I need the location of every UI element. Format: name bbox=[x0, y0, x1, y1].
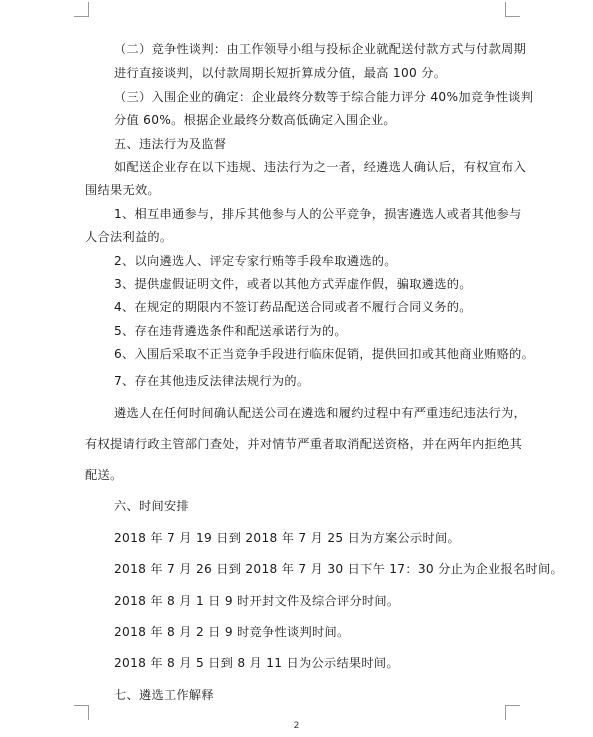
text-line: 2、以向遴选人、评定专家行贿等手段牟取遴选的。 bbox=[114, 254, 397, 268]
text-line: 4、在规定的期限内不签订药品配送合同或者不履行合同义务的。 bbox=[114, 300, 472, 314]
text-line: （二）竞争性谈判：由工作领导小组与投标企业就配送付款方式与付款周期 bbox=[114, 42, 527, 56]
text-line: 7、存在其他违反法律法规行为的。 bbox=[114, 374, 310, 388]
text-line: （三）入围企业的确定：企业最终分数等于综合能力评分 40%加竞争性谈判 bbox=[114, 90, 534, 104]
crop-mark-top-left bbox=[74, 2, 89, 17]
text-line: 2018 年 8 月 5 日到 8 月 11 日为公示结果时间。 bbox=[114, 656, 399, 670]
text-line: 2018 年 8 月 2 日 9 时竞争性谈判时间。 bbox=[114, 625, 350, 639]
page-number: 2 bbox=[293, 721, 300, 731]
text-line: 进行直接谈判，以付款周期长短折算成分值，最高 100 分。 bbox=[114, 66, 447, 80]
text-line: 人合法利益的。 bbox=[85, 230, 173, 244]
text-line: 配送。 bbox=[85, 468, 123, 482]
text-line: 3、提供虚假证明文件，或者以其他方式弄虚作假，骗取遴选的。 bbox=[114, 277, 472, 291]
section-heading: 六、时间安排 bbox=[114, 499, 189, 513]
text-line: 6、入围后采取不正当竞争手段进行临床促销，提供回扣或其他商业贿赂的。 bbox=[114, 347, 535, 361]
text-line: 有权提请行政主管部门查处，并对情节严重者取消配送资格，并在两年内拒绝其 bbox=[85, 437, 523, 451]
section-heading: 五、违法行为及监督 bbox=[114, 137, 227, 151]
text-line: 2018 年 7 月 19 日到 2018 年 7 月 25 日为方案公示时间。 bbox=[114, 531, 460, 545]
text-line: 如配送企业存在以下违规、违法行为之一者，经遴选人确认后，有权宣布入 bbox=[114, 160, 527, 174]
crop-mark-top-right bbox=[505, 2, 520, 17]
text-line: 分值 60%。根据企业最终分数高低确定入围企业。 bbox=[114, 113, 396, 127]
section-heading: 七、遴选工作解释 bbox=[114, 688, 214, 702]
text-line: 2018 年 7 月 26 日到 2018 年 7 月 30 日下午 17：30 分止为企业报名时间。 bbox=[114, 562, 563, 576]
text-line: 1、相互串通参与，排斥其他参与人的公平竞争，损害遴选人或者其他参与 bbox=[114, 207, 522, 221]
crop-mark-bottom-left bbox=[74, 705, 89, 720]
text-line: 5、存在违背遴选条件和配送承诺行为的。 bbox=[114, 324, 347, 338]
crop-mark-bottom-right bbox=[505, 705, 520, 720]
text-line: 围结果无效。 bbox=[85, 183, 160, 197]
text-line: 遴选人在任何时间确认配送公司在遴选和履约过程中有严重违纪违法行为， bbox=[114, 406, 527, 420]
text-line: 2018 年 8 月 1 日 9 时开封文件及综合评分时间。 bbox=[114, 594, 400, 608]
